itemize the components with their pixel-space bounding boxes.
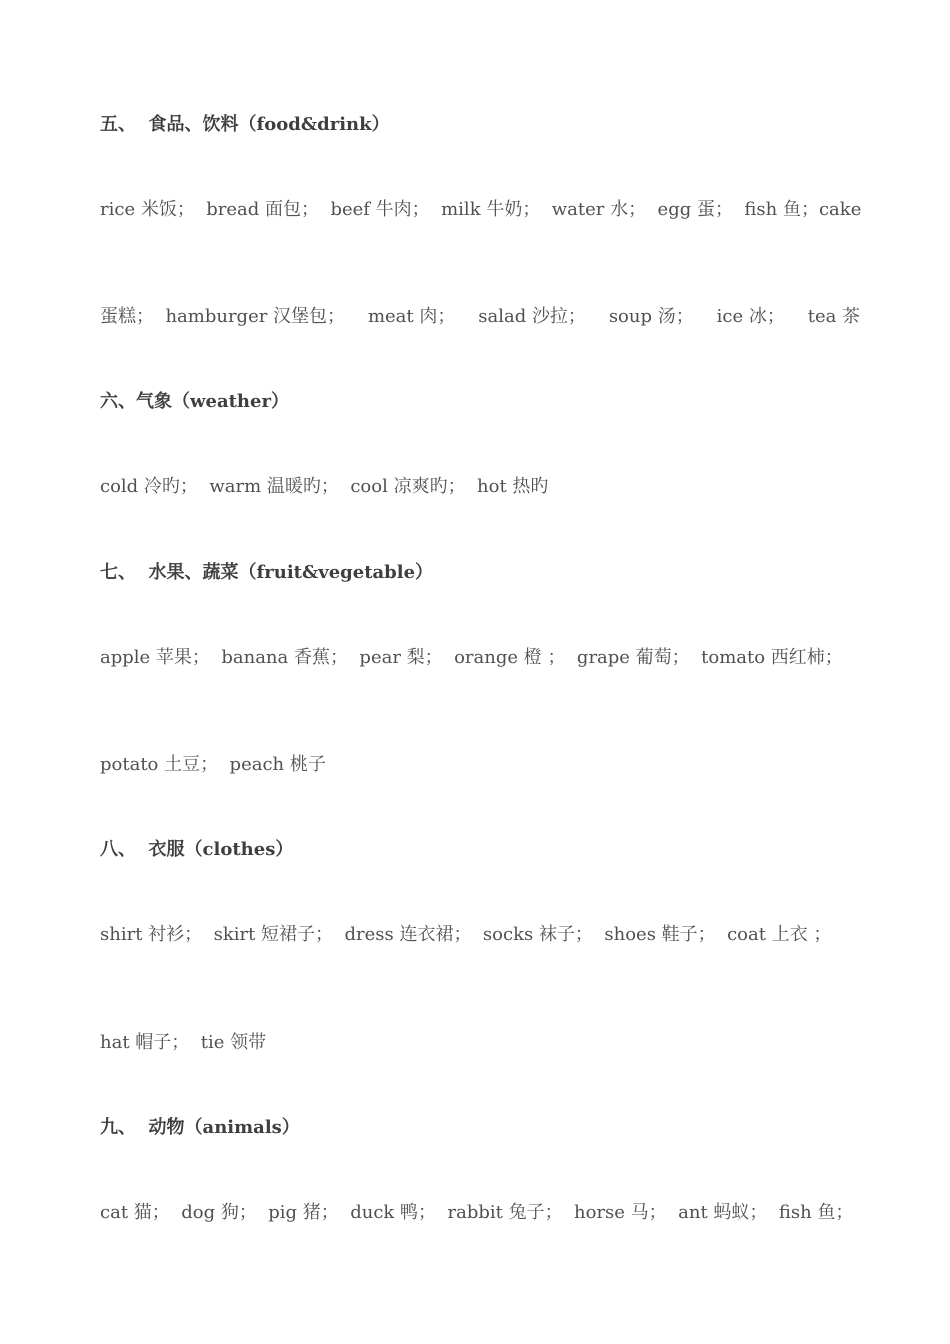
vocab-line: potato 土豆； peach 桃子: [100, 754, 326, 775]
vocab-line: rice 米饭； bread 面包； beef 牛肉； milk 牛奶； water 水； egg 蛋； fish 鱼；cake: [100, 199, 862, 220]
section-heading-weather: 六、气象（weather）: [100, 391, 289, 412]
section-heading-fruit-vegetable: 七、 水果、蔬菜（fruit&vegetable）: [100, 562, 434, 583]
section-heading-food-drink: 五、 食品、饮料（food&drink）: [100, 114, 390, 135]
section-heading-clothes: 八、 衣服（clothes）: [100, 839, 294, 860]
vocab-line: cat 猫； dog 狗； pig 猪； duck 鸭； rabbit 兔子； horse 马； ant 蚂蚁； fish 鱼；: [100, 1202, 854, 1223]
vocab-line: 蛋糕； hamburger 汉堡包； meat 肉； salad 沙拉； soup 汤； ice 冰； tea 茶: [100, 306, 861, 327]
vocab-line: apple 苹果； banana 香蕉； pear 梨； orange 橙 ； grape 葡萄； tomato 西红柿；: [100, 647, 843, 668]
vocab-line: shirt 衬衫； skirt 短裙子； dress 连衣裙； socks 袜子； shoes 鞋子； coat 上衣 ；: [100, 924, 832, 945]
vocab-line: hat 帽子； tie 领带: [100, 1032, 267, 1053]
section-heading-animals: 九、 动物（animals）: [100, 1117, 300, 1138]
vocab-line: cold 冷旳； warm 温暖旳； cool 凉爽旳； hot 热旳: [100, 476, 549, 497]
